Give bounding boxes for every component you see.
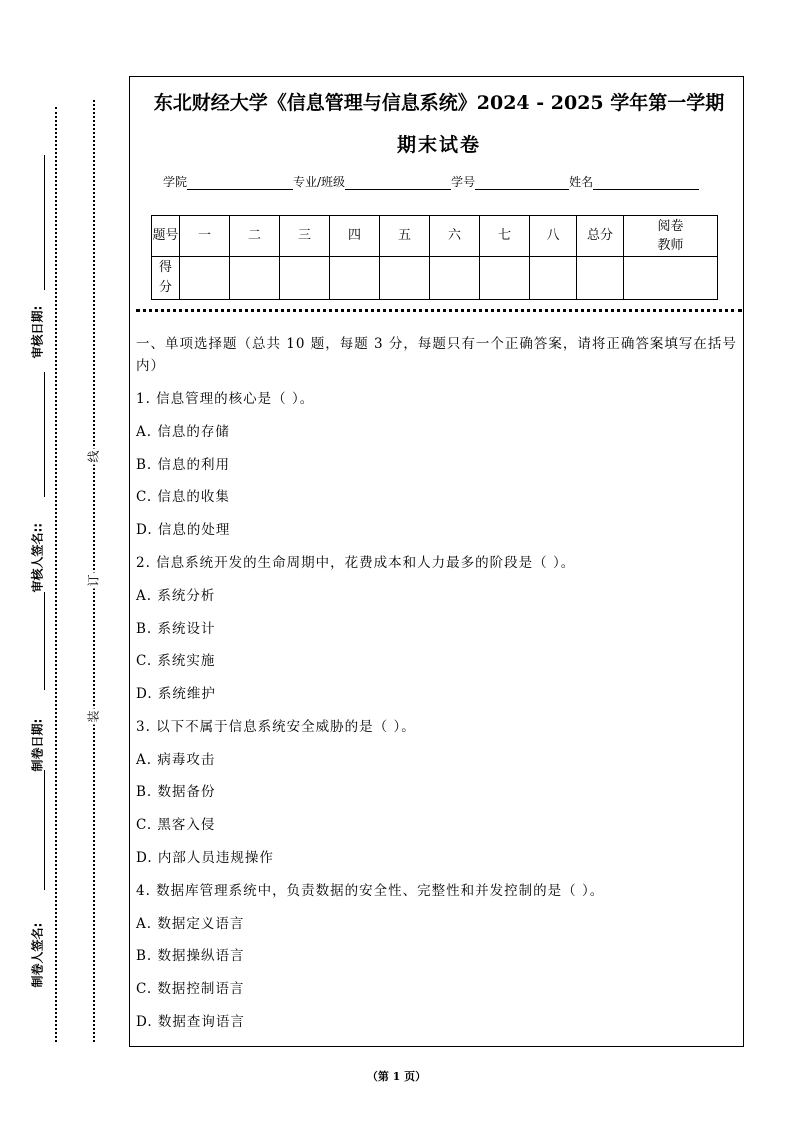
question-stem: 4. 数据库管理系统中，负责数据的安全性、完整性和并发控制的是（ ）。 — [136, 883, 605, 899]
make-date-label: 制卷日期: — [30, 718, 45, 772]
score-cell-total[interactable] — [577, 257, 624, 300]
score-cell[interactable] — [430, 257, 480, 300]
question-stem: 1. 信息管理的核心是（ ）。 — [136, 391, 315, 407]
question-option: D. 内部人员违规操作 — [136, 850, 274, 866]
score-row-label: 得分 — [152, 257, 180, 300]
maker-sign-label: 制卷人签名: — [30, 922, 45, 988]
header-cell-2: 二 — [230, 216, 280, 257]
question-option: A. 病毒攻击 — [136, 752, 216, 768]
maker-sign-underline — [44, 770, 45, 890]
section-1-heading: 一、单项选择题（总共 10 题，每题 3 分，每题只有一个正确答案，请将正确答案填写在括号内） — [136, 336, 737, 374]
margin-dotted-line-outer — [55, 107, 57, 1042]
dotted-separator — [136, 309, 742, 312]
line-char: 线 — [86, 450, 101, 463]
score-cell[interactable] — [530, 257, 577, 300]
header-cell-3: 三 — [280, 216, 330, 257]
header-cell-label: 题号 — [152, 216, 180, 257]
review-date-label: 审核日期: — [30, 305, 45, 359]
header-cell-5: 五 — [380, 216, 430, 257]
score-table-header-row — [152, 216, 718, 257]
bind-char: 订 — [86, 574, 101, 587]
review-date-underline — [44, 155, 45, 290]
score-cell-grader[interactable] — [624, 257, 718, 300]
student-id-label: 学号 — [451, 175, 476, 189]
question-option: D. 信息的处理 — [136, 522, 231, 538]
major-label: 专业/班级 — [293, 175, 346, 189]
question-option: A. 信息的存储 — [136, 424, 230, 440]
score-cell[interactable] — [330, 257, 380, 300]
score-cell[interactable] — [230, 257, 280, 300]
score-cell[interactable] — [480, 257, 530, 300]
name-label: 姓名 — [569, 175, 594, 189]
score-table-score-row — [152, 257, 718, 300]
question-option: A. 系统分析 — [136, 588, 216, 604]
question-option: A. 数据定义语言 — [136, 916, 245, 932]
student-info-row — [163, 173, 699, 190]
header-cell-1: 一 — [180, 216, 230, 257]
header-cell-grader: 阅卷教师 — [624, 216, 718, 257]
college-label: 学院 — [163, 175, 188, 189]
question-option: B. 数据备份 — [136, 784, 216, 800]
score-cell[interactable] — [280, 257, 330, 300]
score-table — [151, 215, 718, 300]
pack-char: 装 — [86, 710, 101, 723]
header-cell-6: 六 — [430, 216, 480, 257]
score-cell[interactable] — [380, 257, 430, 300]
question-option: C. 信息的收集 — [136, 489, 230, 505]
header-cell-4: 四 — [330, 216, 380, 257]
question-option: C. 数据控制语言 — [136, 981, 245, 997]
question-stem: 2. 信息系统开发的生命周期中，花费成本和人力最多的阶段是（ ）。 — [136, 555, 576, 571]
question-option: B. 系统设计 — [136, 621, 216, 637]
question-option: D. 系统维护 — [136, 686, 216, 702]
question-option: D. 数据查询语言 — [136, 1014, 245, 1030]
header-cell-8: 八 — [530, 216, 577, 257]
reviewer-sign-label: 审核人签名:: — [30, 522, 45, 593]
college-field[interactable] — [187, 175, 293, 190]
make-date-underline — [44, 592, 45, 690]
margin-dotted-line-inner — [93, 100, 95, 1042]
header-cell-total: 总分 — [577, 216, 624, 257]
question-option: B. 信息的利用 — [136, 457, 231, 473]
question-option: C. 黑客入侵 — [136, 817, 216, 833]
question-option: B. 数据操纵语言 — [136, 948, 245, 964]
exam-title: 东北财经大学《信息管理与信息系统》2024 - 2025 学年第一学期 — [153, 92, 725, 114]
question-stem: 3. 以下不属于信息系统安全威胁的是（ ）。 — [136, 719, 416, 735]
page-number: （第 1 页） — [366, 1070, 427, 1083]
exam-subtitle: 期末试卷 — [396, 134, 481, 156]
question-option: C. 系统实施 — [136, 653, 216, 669]
score-cell[interactable] — [180, 257, 230, 300]
student-id-field[interactable] — [475, 175, 569, 190]
major-field[interactable] — [345, 175, 451, 190]
header-cell-7: 七 — [480, 216, 530, 257]
reviewer-sign-underline — [44, 372, 45, 497]
name-field[interactable] — [593, 175, 699, 190]
